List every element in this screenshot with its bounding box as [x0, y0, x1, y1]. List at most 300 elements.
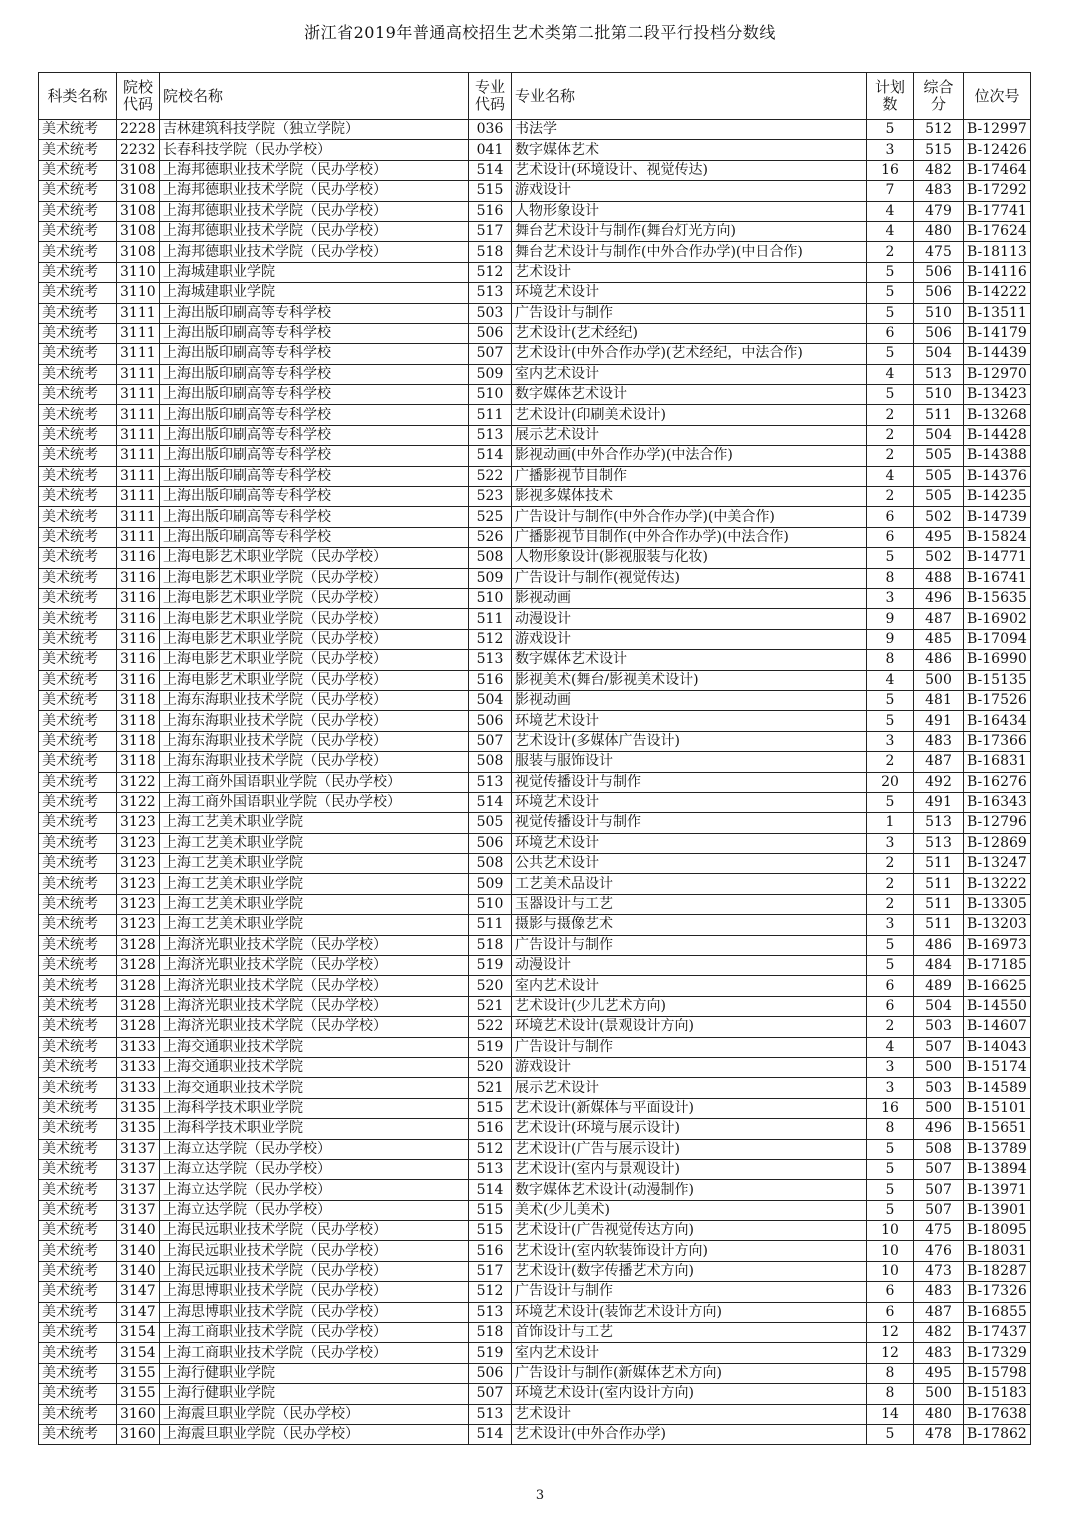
table-body — [39, 120, 1031, 1445]
cell-major-name: 动漫设计 — [512, 956, 867, 976]
header-school-code: 院校代码 — [117, 73, 160, 120]
cell-score: 481 — [914, 690, 964, 710]
cell-plan: 5 — [867, 303, 914, 323]
table-row — [39, 385, 1031, 405]
cell-rank: B-17741 — [964, 201, 1031, 221]
cell-major-code: 514 — [469, 1425, 512, 1445]
cell-rank: B-17366 — [964, 731, 1031, 751]
cell-school-code: 3123 — [117, 894, 160, 914]
cell-major-name: 环境艺术设计 — [512, 792, 867, 812]
cell-school-code: 3137 — [117, 1139, 160, 1159]
table-row — [39, 242, 1031, 262]
cell-category: 美术统考 — [39, 568, 117, 588]
cell-school-code: 3140 — [117, 1221, 160, 1241]
cell-school-name: 上海工商职业技术学院（民办学校） — [160, 1343, 469, 1363]
cell-category: 美术统考 — [39, 670, 117, 690]
cell-rank: B-18095 — [964, 1221, 1031, 1241]
cell-plan: 1 — [867, 813, 914, 833]
cell-category: 美术统考 — [39, 792, 117, 812]
cell-score: 504 — [914, 344, 964, 364]
cell-major-code: 504 — [469, 690, 512, 710]
cell-plan: 12 — [867, 1343, 914, 1363]
cell-school-code: 3123 — [117, 874, 160, 894]
cell-school-code: 3111 — [117, 487, 160, 507]
cell-major-name: 舞台艺术设计与制作(舞台灯光方向) — [512, 221, 867, 241]
cell-major-name: 游戏设计 — [512, 629, 867, 649]
cell-category: 美术统考 — [39, 813, 117, 833]
cell-school-name: 长春科技学院（民办学校） — [160, 140, 469, 160]
cell-major-name: 书法学 — [512, 120, 867, 140]
cell-plan: 2 — [867, 894, 914, 914]
cell-rank: B-18113 — [964, 242, 1031, 262]
cell-school-code: 3116 — [117, 568, 160, 588]
cell-rank: B-17329 — [964, 1343, 1031, 1363]
cell-rank: B-15174 — [964, 1057, 1031, 1077]
cell-plan: 3 — [867, 588, 914, 608]
cell-school-code: 3108 — [117, 160, 160, 180]
cell-category: 美术统考 — [39, 588, 117, 608]
cell-major-name: 公共艺术设计 — [512, 854, 867, 874]
cell-score: 506 — [914, 283, 964, 303]
cell-plan: 4 — [867, 466, 914, 486]
cell-major-code: 507 — [469, 731, 512, 751]
cell-school-name: 上海立达学院（民办学校） — [160, 1159, 469, 1179]
cell-school-name: 上海出版印刷高等专科学校 — [160, 466, 469, 486]
cell-major-name: 影视多媒体技术 — [512, 487, 867, 507]
cell-plan: 10 — [867, 1241, 914, 1261]
cell-school-name: 上海出版印刷高等专科学校 — [160, 507, 469, 527]
cell-major-name: 室内艺术设计 — [512, 1343, 867, 1363]
cell-plan: 5 — [867, 344, 914, 364]
cell-school-code: 3108 — [117, 181, 160, 201]
cell-rank: B-16902 — [964, 609, 1031, 629]
cell-category: 美术统考 — [39, 1057, 117, 1077]
cell-score: 483 — [914, 1282, 964, 1302]
cell-score: 507 — [914, 1159, 964, 1179]
cell-school-name: 上海思博职业技术学院（民办学校） — [160, 1302, 469, 1322]
cell-plan: 4 — [867, 670, 914, 690]
cell-major-code: 041 — [469, 140, 512, 160]
cell-major-code: 509 — [469, 874, 512, 894]
cell-category: 美术统考 — [39, 385, 117, 405]
cell-plan: 7 — [867, 181, 914, 201]
cell-major-code: 519 — [469, 956, 512, 976]
cell-category: 美术统考 — [39, 833, 117, 853]
cell-rank: B-16855 — [964, 1302, 1031, 1322]
table-row — [39, 915, 1031, 935]
cell-major-code: 513 — [469, 650, 512, 670]
cell-major-code: 514 — [469, 792, 512, 812]
cell-score: 502 — [914, 548, 964, 568]
table-row — [39, 1261, 1031, 1281]
cell-category: 美术统考 — [39, 425, 117, 445]
cell-school-code: 3160 — [117, 1404, 160, 1424]
table-row — [39, 1180, 1031, 1200]
cell-major-name: 人物形象设计(影视服装与化妆) — [512, 548, 867, 568]
table-row — [39, 1241, 1031, 1261]
cell-category: 美术统考 — [39, 650, 117, 670]
table-row — [39, 935, 1031, 955]
table-row — [39, 1078, 1031, 1098]
cell-school-name: 上海电影艺术职业学院（民办学校） — [160, 650, 469, 670]
cell-plan: 8 — [867, 650, 914, 670]
cell-rank: B-12997 — [964, 120, 1031, 140]
cell-school-code: 3137 — [117, 1180, 160, 1200]
table-row — [39, 364, 1031, 384]
table-row — [39, 548, 1031, 568]
cell-score: 478 — [914, 1425, 964, 1445]
cell-school-code: 3116 — [117, 670, 160, 690]
cell-rank: B-13901 — [964, 1200, 1031, 1220]
cell-school-name: 上海济光职业技术学院（民办学校） — [160, 996, 469, 1016]
table-header-row — [39, 73, 1031, 120]
cell-plan: 10 — [867, 1221, 914, 1241]
cell-category: 美术统考 — [39, 609, 117, 629]
cell-category: 美术统考 — [39, 140, 117, 160]
cell-major-name: 影视动画(中外合作办学)(中法合作) — [512, 446, 867, 466]
table-row — [39, 160, 1031, 180]
cell-plan: 8 — [867, 1384, 914, 1404]
cell-score: 510 — [914, 385, 964, 405]
cell-category: 美术统考 — [39, 1343, 117, 1363]
cell-major-name: 影视美术(舞台/影视美术设计) — [512, 670, 867, 690]
cell-school-code: 3128 — [117, 935, 160, 955]
cell-major-name: 数字媒体艺术设计 — [512, 385, 867, 405]
cell-category: 美术统考 — [39, 466, 117, 486]
cell-plan: 4 — [867, 1037, 914, 1057]
cell-major-code: 513 — [469, 772, 512, 792]
cell-score: 488 — [914, 568, 964, 588]
cell-school-name: 上海交通职业技术学院 — [160, 1078, 469, 1098]
cell-major-name: 广告设计与制作 — [512, 935, 867, 955]
cell-school-name: 上海济光职业技术学院（民办学校） — [160, 976, 469, 996]
cell-school-name: 上海工艺美术职业学院 — [160, 894, 469, 914]
cell-major-code: 517 — [469, 221, 512, 241]
cell-school-code: 3111 — [117, 385, 160, 405]
table-row — [39, 323, 1031, 343]
cell-major-name: 广播影视节目制作(中外合作办学)(中法合作) — [512, 527, 867, 547]
cell-school-code: 3122 — [117, 772, 160, 792]
cell-school-name: 上海震旦职业学院（民办学校） — [160, 1425, 469, 1445]
cell-plan: 6 — [867, 1282, 914, 1302]
cell-school-code: 3133 — [117, 1057, 160, 1077]
cell-school-code: 3111 — [117, 364, 160, 384]
cell-category: 美术统考 — [39, 752, 117, 772]
cell-score: 504 — [914, 425, 964, 445]
cell-score: 511 — [914, 915, 964, 935]
cell-major-code: 513 — [469, 425, 512, 445]
table-row — [39, 1098, 1031, 1118]
cell-category: 美术统考 — [39, 854, 117, 874]
cell-school-code: 2232 — [117, 140, 160, 160]
cell-major-code: 506 — [469, 833, 512, 853]
cell-plan: 3 — [867, 731, 914, 751]
cell-major-code: 513 — [469, 1302, 512, 1322]
table-row — [39, 487, 1031, 507]
cell-category: 美术统考 — [39, 1017, 117, 1037]
cell-school-code: 3108 — [117, 221, 160, 241]
cell-plan: 4 — [867, 364, 914, 384]
cell-score: 513 — [914, 364, 964, 384]
cell-major-name: 数字媒体艺术 — [512, 140, 867, 160]
cell-major-name: 展示艺术设计 — [512, 425, 867, 445]
cell-plan: 5 — [867, 1425, 914, 1445]
cell-plan: 16 — [867, 160, 914, 180]
cell-major-code: 519 — [469, 1343, 512, 1363]
cell-score: 496 — [914, 588, 964, 608]
cell-major-name: 工艺美术品设计 — [512, 874, 867, 894]
cell-major-name: 摄影与摄像艺术 — [512, 915, 867, 935]
table-row — [39, 854, 1031, 874]
cell-major-name: 艺术设计(中外合作办学)(艺术经纪，中法合作) — [512, 344, 867, 364]
cell-school-code: 3111 — [117, 466, 160, 486]
table-row — [39, 609, 1031, 629]
cell-school-name: 上海出版印刷高等专科学校 — [160, 425, 469, 445]
cell-major-code: 512 — [469, 1139, 512, 1159]
cell-school-code: 3118 — [117, 711, 160, 731]
cell-major-name: 广告设计与制作(新媒体艺术方向) — [512, 1363, 867, 1383]
cell-major-code: 516 — [469, 201, 512, 221]
cell-school-name: 上海震旦职业学院（民办学校） — [160, 1404, 469, 1424]
cell-category: 美术统考 — [39, 1221, 117, 1241]
cell-score: 495 — [914, 1363, 964, 1383]
cell-rank: B-17326 — [964, 1282, 1031, 1302]
cell-major-name: 艺术设计(广告视觉传达方向) — [512, 1221, 867, 1241]
cell-score: 476 — [914, 1241, 964, 1261]
cell-rank: B-14607 — [964, 1017, 1031, 1037]
cell-school-name: 上海科学技术职业学院 — [160, 1098, 469, 1118]
cell-school-name: 上海电影艺术职业学院（民办学校） — [160, 548, 469, 568]
cell-school-code: 3155 — [117, 1384, 160, 1404]
cell-plan: 2 — [867, 854, 914, 874]
cell-school-name: 上海出版印刷高等专科学校 — [160, 364, 469, 384]
cell-school-name: 上海出版印刷高等专科学校 — [160, 385, 469, 405]
cell-major-code: 513 — [469, 1159, 512, 1179]
cell-score: 473 — [914, 1261, 964, 1281]
table-row — [39, 344, 1031, 364]
table-row — [39, 1425, 1031, 1445]
table-row — [39, 1302, 1031, 1322]
cell-score: 475 — [914, 1221, 964, 1241]
cell-school-code: 3133 — [117, 1037, 160, 1057]
table-row — [39, 283, 1031, 303]
table-row — [39, 303, 1031, 323]
cell-score: 492 — [914, 772, 964, 792]
cell-category: 美术统考 — [39, 996, 117, 1016]
cell-score: 500 — [914, 670, 964, 690]
cell-school-code: 3111 — [117, 323, 160, 343]
cell-plan: 5 — [867, 690, 914, 710]
cell-rank: B-17638 — [964, 1404, 1031, 1424]
cell-school-name: 上海行健职业学院 — [160, 1384, 469, 1404]
cell-major-name: 数字媒体艺术设计(动漫制作) — [512, 1180, 867, 1200]
cell-school-code: 3122 — [117, 792, 160, 812]
cell-school-name: 上海行健职业学院 — [160, 1363, 469, 1383]
cell-plan: 9 — [867, 609, 914, 629]
cell-major-code: 514 — [469, 160, 512, 180]
cell-major-name: 环境艺术设计(室内设计方向) — [512, 1384, 867, 1404]
cell-score: 487 — [914, 752, 964, 772]
cell-major-code: 516 — [469, 1119, 512, 1139]
cell-school-name: 上海东海职业技术学院（民办学校） — [160, 752, 469, 772]
cell-category: 美术统考 — [39, 956, 117, 976]
cell-category: 美术统考 — [39, 323, 117, 343]
table-row — [39, 120, 1031, 140]
cell-school-name: 吉林建筑科技学院（独立学院） — [160, 120, 469, 140]
cell-major-code: 512 — [469, 1282, 512, 1302]
table-row — [39, 874, 1031, 894]
cell-major-code: 514 — [469, 1180, 512, 1200]
cell-major-name: 环境艺术设计(装饰艺术设计方向) — [512, 1302, 867, 1322]
cell-major-code: 513 — [469, 1404, 512, 1424]
cell-school-name: 上海立达学院（民办学校） — [160, 1139, 469, 1159]
cell-major-name: 环境艺术设计 — [512, 711, 867, 731]
cell-school-name: 上海济光职业技术学院（民办学校） — [160, 935, 469, 955]
header-category: 科类名称 — [39, 73, 117, 120]
cell-major-code: 512 — [469, 629, 512, 649]
cell-major-name: 动漫设计 — [512, 609, 867, 629]
cell-school-name: 上海工商职业技术学院（民办学校） — [160, 1323, 469, 1343]
cell-category: 美术统考 — [39, 1363, 117, 1383]
table-row — [39, 711, 1031, 731]
table-row — [39, 650, 1031, 670]
cell-school-code: 3111 — [117, 425, 160, 445]
header-rank: 位次号 — [964, 73, 1031, 120]
table-row — [39, 1363, 1031, 1383]
cell-major-name: 视觉传播设计与制作 — [512, 772, 867, 792]
cell-major-name: 广告设计与制作(视觉传达) — [512, 568, 867, 588]
cell-major-code: 510 — [469, 894, 512, 914]
cell-score: 487 — [914, 1302, 964, 1322]
cell-rank: B-14439 — [964, 344, 1031, 364]
table-row — [39, 772, 1031, 792]
cell-rank: B-14388 — [964, 446, 1031, 466]
cell-major-code: 514 — [469, 446, 512, 466]
cell-plan: 2 — [867, 446, 914, 466]
cell-school-name: 上海民远职业技术学院（民办学校） — [160, 1241, 469, 1261]
cell-category: 美术统考 — [39, 344, 117, 364]
cell-major-code: 507 — [469, 344, 512, 364]
cell-category: 美术统考 — [39, 242, 117, 262]
table-row — [39, 262, 1031, 282]
cell-major-code: 522 — [469, 466, 512, 486]
cell-major-name: 舞台艺术设计与制作(中外合作办学)(中日合作) — [512, 242, 867, 262]
cell-major-code: 520 — [469, 976, 512, 996]
cell-plan: 6 — [867, 507, 914, 527]
table-row — [39, 588, 1031, 608]
cell-plan: 5 — [867, 262, 914, 282]
cell-category: 美术统考 — [39, 976, 117, 996]
cell-school-name: 上海工商外国语职业学院（民办学校） — [160, 772, 469, 792]
cell-major-code: 511 — [469, 405, 512, 425]
cell-category: 美术统考 — [39, 181, 117, 201]
table-row — [39, 1017, 1031, 1037]
cell-category: 美术统考 — [39, 1139, 117, 1159]
cell-school-name: 上海出版印刷高等专科学校 — [160, 323, 469, 343]
cell-school-name: 上海电影艺术职业学院（民办学校） — [160, 588, 469, 608]
cell-school-name: 上海邦德职业技术学院（民办学校） — [160, 242, 469, 262]
cell-rank: B-17292 — [964, 181, 1031, 201]
cell-school-code: 3111 — [117, 303, 160, 323]
cell-category: 美术统考 — [39, 1180, 117, 1200]
cell-rank: B-15798 — [964, 1363, 1031, 1383]
cell-score: 507 — [914, 1037, 964, 1057]
cell-school-code: 3128 — [117, 976, 160, 996]
cell-major-code: 512 — [469, 262, 512, 282]
cell-rank: B-18287 — [964, 1261, 1031, 1281]
cell-major-name: 艺术设计(中外合作办学) — [512, 1425, 867, 1445]
cell-score: 487 — [914, 609, 964, 629]
header-school-name: 院校名称 — [160, 73, 469, 120]
cell-school-name: 上海济光职业技术学院（民办学校） — [160, 956, 469, 976]
cell-category: 美术统考 — [39, 364, 117, 384]
cell-category: 美术统考 — [39, 405, 117, 425]
cell-major-name: 艺术设计(广告与展示设计) — [512, 1139, 867, 1159]
cell-major-code: 515 — [469, 1200, 512, 1220]
cell-school-code: 3154 — [117, 1323, 160, 1343]
cell-rank: B-17464 — [964, 160, 1031, 180]
cell-score: 507 — [914, 1200, 964, 1220]
cell-school-name: 上海出版印刷高等专科学校 — [160, 344, 469, 364]
table-row — [39, 1200, 1031, 1220]
cell-category: 美术统考 — [39, 894, 117, 914]
cell-plan: 5 — [867, 1200, 914, 1220]
cell-score: 511 — [914, 405, 964, 425]
cell-school-code: 3140 — [117, 1261, 160, 1281]
cell-major-code: 515 — [469, 1221, 512, 1241]
cell-rank: B-14043 — [964, 1037, 1031, 1057]
cell-school-code: 3155 — [117, 1363, 160, 1383]
cell-plan: 5 — [867, 1180, 914, 1200]
cell-major-name: 室内艺术设计 — [512, 976, 867, 996]
cell-school-name: 上海工艺美术职业学院 — [160, 915, 469, 935]
table-row — [39, 527, 1031, 547]
cell-plan: 2 — [867, 752, 914, 772]
cell-score: 495 — [914, 527, 964, 547]
cell-school-name: 上海邦德职业技术学院（民办学校） — [160, 221, 469, 241]
cell-category: 美术统考 — [39, 1241, 117, 1261]
cell-school-code: 3128 — [117, 956, 160, 976]
cell-major-name: 艺术设计(环境与展示设计) — [512, 1119, 867, 1139]
cell-school-name: 上海科学技术职业学院 — [160, 1119, 469, 1139]
cell-score: 483 — [914, 181, 964, 201]
cell-score: 491 — [914, 792, 964, 812]
table-row — [39, 956, 1031, 976]
cell-school-code: 3118 — [117, 731, 160, 751]
cell-rank: B-15651 — [964, 1119, 1031, 1139]
cell-school-code: 3160 — [117, 1425, 160, 1445]
cell-major-name: 艺术设计(多媒体广告设计) — [512, 731, 867, 751]
cell-school-code: 3110 — [117, 262, 160, 282]
cell-school-name: 上海邦德职业技术学院（民办学校） — [160, 160, 469, 180]
cell-school-name: 上海立达学院（民办学校） — [160, 1200, 469, 1220]
cell-school-name: 上海东海职业技术学院（民办学校） — [160, 711, 469, 731]
cell-major-name: 环境艺术设计 — [512, 833, 867, 853]
cell-rank: B-13305 — [964, 894, 1031, 914]
cell-school-name: 上海工艺美术职业学院 — [160, 854, 469, 874]
cell-category: 美术统考 — [39, 711, 117, 731]
cell-category: 美术统考 — [39, 446, 117, 466]
cell-major-name: 环境艺术设计 — [512, 283, 867, 303]
cell-major-code: 506 — [469, 323, 512, 343]
cell-major-name: 广告设计与制作 — [512, 303, 867, 323]
cell-rank: B-16343 — [964, 792, 1031, 812]
cell-plan: 5 — [867, 935, 914, 955]
cell-score: 480 — [914, 1404, 964, 1424]
cell-rank: B-13789 — [964, 1139, 1031, 1159]
cell-score: 483 — [914, 1343, 964, 1363]
table-row — [39, 568, 1031, 588]
